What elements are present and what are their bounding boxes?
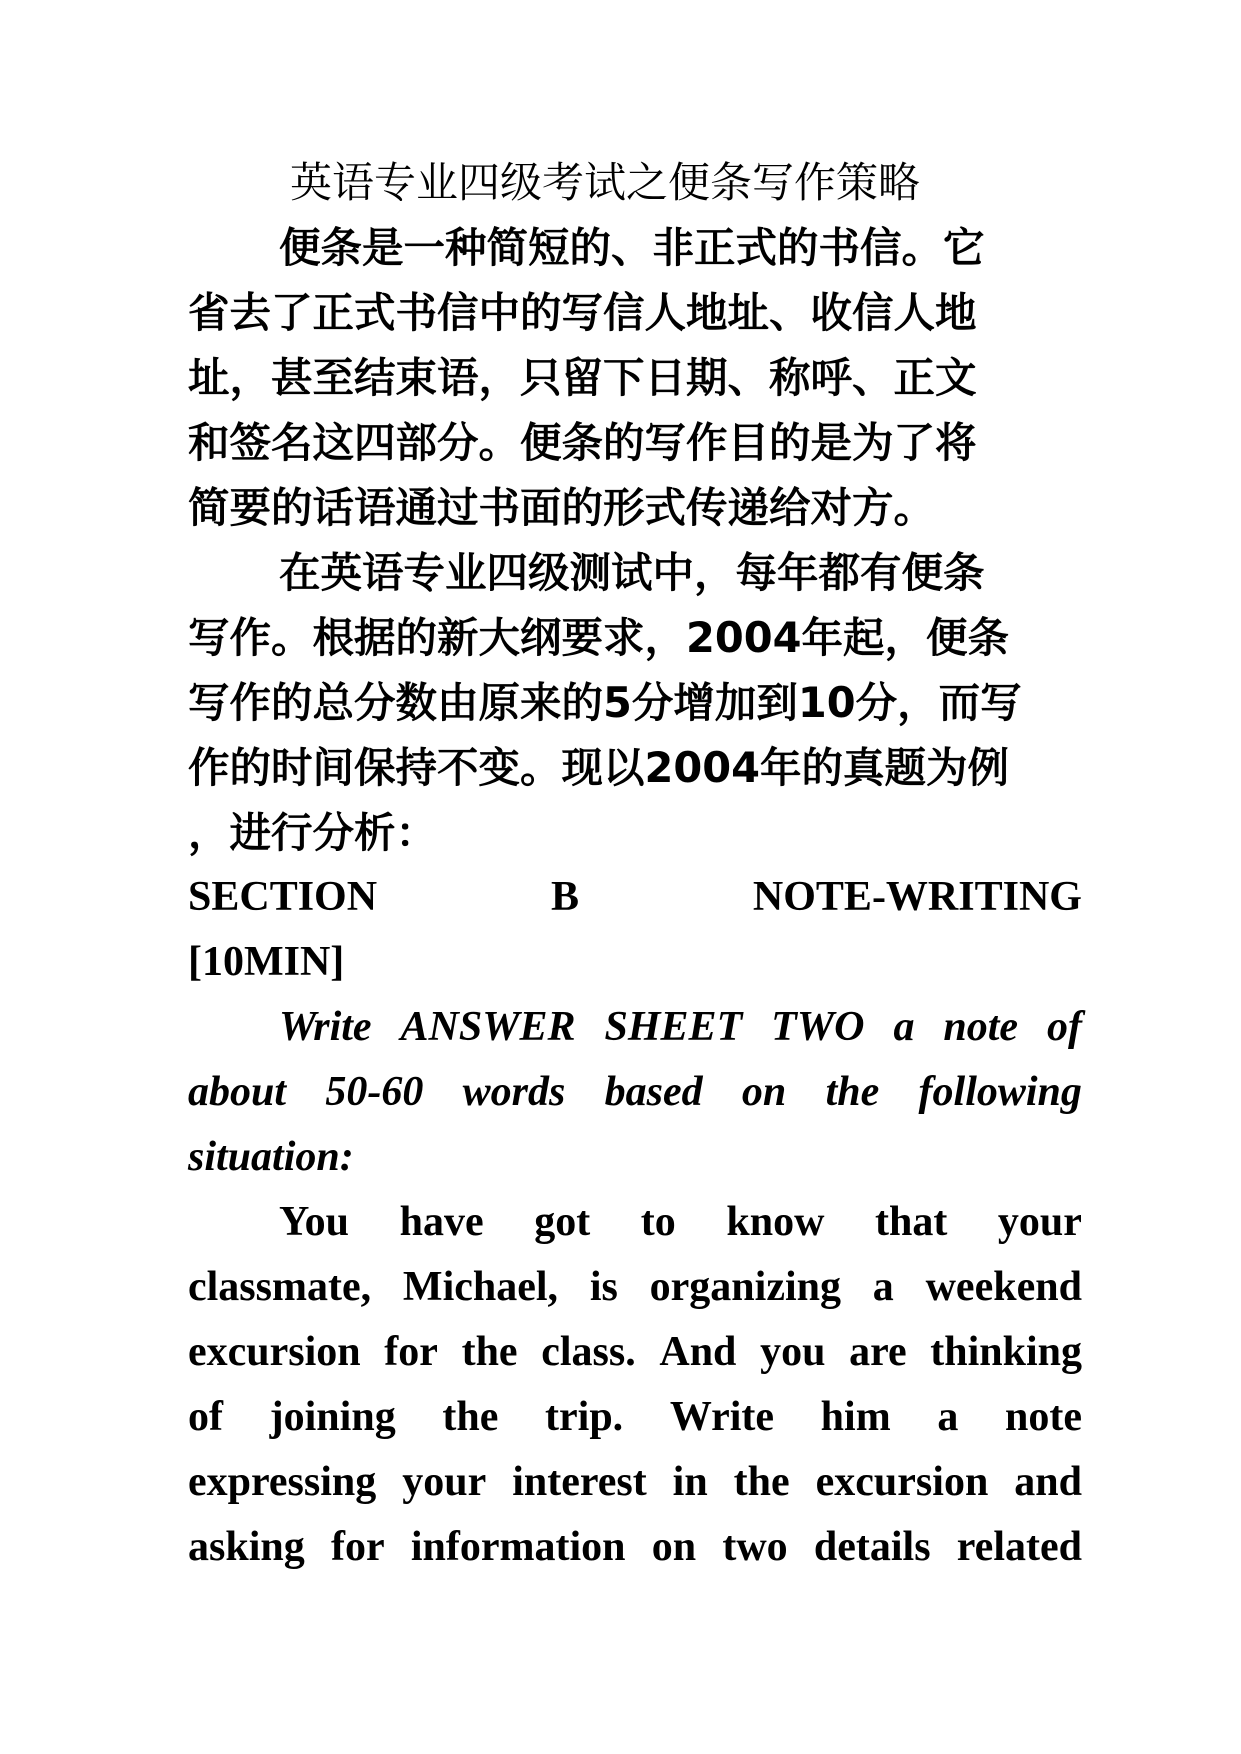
word: for xyxy=(384,1329,438,1375)
situation-paragraph xyxy=(188,1190,1082,1580)
word: and xyxy=(1014,1459,1082,1505)
paragraph-exam-line: 作的时间保持不变。现以2004年的真题为例 xyxy=(188,743,1010,792)
paragraph-exam-line: 写作。根据的新大纲要求，2004年起，便条 xyxy=(188,613,1010,662)
instruction-line xyxy=(188,1060,1082,1125)
word: class. xyxy=(541,1329,636,1375)
word: the xyxy=(442,1394,499,1440)
word: interest xyxy=(512,1459,647,1505)
section-label: SECTION xyxy=(188,874,378,920)
word: to xyxy=(640,1199,676,1245)
word: SHEET xyxy=(604,1004,743,1050)
word: asking xyxy=(188,1524,305,1570)
word: You xyxy=(279,1199,350,1245)
word: your xyxy=(997,1199,1082,1245)
word: weekend xyxy=(925,1264,1082,1310)
word: joining xyxy=(269,1394,396,1440)
document-content xyxy=(188,150,1082,1580)
word: the xyxy=(825,1069,880,1115)
word: of xyxy=(188,1394,223,1440)
word: for xyxy=(330,1524,385,1570)
section-letter: B xyxy=(550,874,579,920)
word: related xyxy=(956,1524,1082,1570)
paragraph-intro-line: 简要的话语通过书面的形式传递给对方。 xyxy=(188,483,936,532)
word: classmate, xyxy=(188,1264,372,1310)
word: excursion xyxy=(815,1459,989,1505)
word: details xyxy=(813,1524,931,1570)
paragraph-intro-line: 便条是一种简短的、非正式的书信。它 xyxy=(279,223,985,272)
word: organizing xyxy=(649,1264,841,1310)
situation-line xyxy=(188,1255,1082,1320)
paragraph-exam-line: ，进行分析： xyxy=(188,808,438,857)
word: a xyxy=(872,1264,894,1310)
instruction-paragraph xyxy=(188,995,1082,1190)
document-title: 英语专业四级考试之便条写作策略 xyxy=(290,158,921,207)
situation-line xyxy=(188,1515,1082,1580)
word: your xyxy=(402,1459,487,1505)
section-time: [10MIN] xyxy=(188,939,345,985)
word: based xyxy=(604,1069,703,1115)
section-heading-row xyxy=(188,865,1082,930)
word: note xyxy=(1005,1394,1082,1440)
paragraph-intro xyxy=(188,215,1082,540)
word: got xyxy=(534,1199,591,1245)
paragraph-intro-line: 和签名这四部分。便条的写作目的是为了将 xyxy=(188,418,977,467)
word: are xyxy=(849,1329,907,1375)
word: situation: xyxy=(188,1134,354,1180)
word: you xyxy=(760,1329,826,1375)
section-heading xyxy=(188,865,1082,995)
situation-line xyxy=(188,1190,1082,1255)
section-name: NOTE-WRITING xyxy=(752,874,1082,920)
instruction-line xyxy=(188,995,1082,1060)
word: a xyxy=(937,1394,959,1440)
word: two xyxy=(722,1524,788,1570)
paragraph-exam-info xyxy=(188,540,1082,865)
word: Write xyxy=(279,1004,372,1050)
word: in xyxy=(672,1459,708,1505)
situation-line xyxy=(188,1450,1082,1515)
instruction-line xyxy=(188,1125,1082,1190)
word: the xyxy=(461,1329,518,1375)
word: him xyxy=(820,1394,891,1440)
word: on xyxy=(741,1069,787,1115)
word: the xyxy=(733,1459,790,1505)
paragraph-intro-line: 省去了正式书信中的写信人地址、收信人地 xyxy=(188,288,977,337)
paragraph-exam-line: 写作的总分数由原来的5分增加到10分，而写 xyxy=(188,678,1022,727)
situation-line xyxy=(188,1320,1082,1385)
word: Write xyxy=(669,1394,775,1440)
word: excursion xyxy=(188,1329,361,1375)
word: note xyxy=(943,1004,1019,1050)
word: trip. xyxy=(545,1394,624,1440)
word: thinking xyxy=(930,1329,1082,1375)
word: know xyxy=(726,1199,825,1245)
word: following xyxy=(918,1069,1082,1115)
word: 50-60 xyxy=(325,1069,424,1115)
word: TWO xyxy=(771,1004,865,1050)
word: have xyxy=(399,1199,484,1245)
word: words xyxy=(462,1069,566,1115)
word: Michael, xyxy=(402,1264,559,1310)
word: of xyxy=(1047,1004,1082,1050)
word: that xyxy=(875,1199,948,1245)
word: ANSWER xyxy=(400,1004,576,1050)
word: on xyxy=(651,1524,697,1570)
word: a xyxy=(893,1004,915,1050)
word: about xyxy=(188,1069,287,1115)
situation-line xyxy=(188,1385,1082,1450)
word: information xyxy=(410,1524,626,1570)
word: expressing xyxy=(188,1459,377,1505)
paragraph-intro-line: 址，甚至结束语，只留下日期、称呼、正文 xyxy=(188,353,977,402)
word: is xyxy=(589,1264,618,1310)
word: And xyxy=(659,1329,737,1375)
paragraph-exam-line: 在英语专业四级测试中，每年都有便条 xyxy=(279,548,985,597)
